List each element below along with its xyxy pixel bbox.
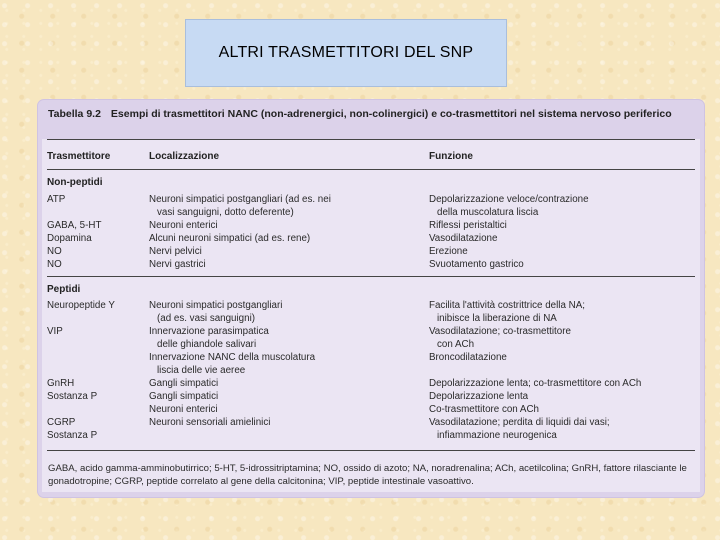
table-footnote: GABA, acido gamma-amminobutirrico; 5-HT, 5-idrossitriptamina; NO, ossido di azoto; NA, noradrenalina; ACh, acetilcolina; GnRH, fattore rilasciante le gonadotropine; CGRP, peptide correlato al gene della calcitonina; VIP, peptide intestinale vasoattivo.	[48, 463, 687, 487]
cell: Vasodilatazione; co-trasmettitore	[429, 326, 571, 337]
header-rule	[47, 169, 695, 170]
cell: Alcuni neuroni simpatici (ad es. rene)	[149, 233, 311, 244]
cell: Dopamina	[47, 233, 92, 244]
table-caption	[48, 108, 698, 121]
cell: CGRP	[47, 417, 76, 428]
section-rule	[47, 276, 695, 277]
cell: Broncodilatazione	[429, 352, 507, 363]
cell: Neuroni enterici	[149, 220, 218, 231]
cell: Neuroni enterici	[149, 404, 218, 415]
header-trasmettitore: Trasmettitore	[47, 151, 111, 162]
cell: Sostanza P	[47, 430, 98, 441]
slide-title: ALTRI TRASMETTITORI DEL SNP	[218, 44, 474, 61]
table-caption-text: Esempi di trasmettitori NANC (non-adrenergici, non-colinergici) e co-trasmettitori nel sistema nervoso periferico	[110, 108, 672, 120]
cell: NO	[47, 259, 62, 270]
cell: delle ghiandole salivari	[157, 339, 257, 350]
cell: Depolarizzazione lenta; co-trasmettitore con ACh	[429, 378, 642, 389]
cell: GnRH	[47, 378, 75, 389]
cell: Neuropeptide Y	[47, 300, 115, 311]
cell: (ad es. vasi sanguigni)	[157, 313, 256, 324]
cell: Svuotamento gastrico	[429, 259, 524, 270]
header-localizzazione: Localizzazione	[149, 151, 220, 162]
cell: Erezione	[429, 246, 468, 257]
cell: Sostanza P	[47, 391, 98, 402]
slide-title-box	[185, 19, 507, 87]
table-body	[42, 139, 700, 492]
cell: Co-trasmettitore con ACh	[429, 404, 539, 415]
cell: Facilita l'attività costrittrice della NA;	[429, 300, 585, 311]
cell: ATP	[47, 194, 66, 205]
section-title-peptidi: Peptidi	[47, 284, 81, 295]
cell: con ACh	[437, 339, 475, 350]
cell: inibisce la liberazione di NA	[437, 313, 557, 324]
cell: Depolarizzazione lenta	[429, 391, 529, 402]
cell: Neuroni simpatici postgangliari	[149, 300, 283, 311]
cell: Innervazione NANC della muscolatura	[149, 352, 316, 363]
cell: VIP	[47, 326, 63, 337]
cell: Vasodilatazione	[429, 233, 498, 244]
table-top-rule	[47, 139, 695, 140]
cell: NO	[47, 246, 62, 257]
cell: GABA, 5-HT	[47, 220, 102, 231]
cell: Neuroni simpatici postgangliari (ad es. nei	[149, 194, 331, 205]
cell: liscia delle vie aeree	[157, 365, 246, 376]
cell: vasi sanguigni, dotto deferente)	[157, 207, 294, 218]
section-title-non-peptidi: Non-peptidi	[47, 177, 103, 188]
cell: infiammazione neurogenica	[437, 430, 557, 441]
header-funzione: Funzione	[429, 151, 473, 162]
cell: Nervi gastrici	[149, 259, 206, 270]
cell: Vasodilatazione; perdita di liquidi dai vasi;	[429, 417, 610, 428]
cell: della muscolatura liscia	[437, 207, 539, 218]
cell: Riflessi peristaltici	[429, 220, 507, 231]
table-figure	[38, 100, 704, 497]
table-label: Tabella 9.2	[48, 108, 101, 120]
cell: Gangli simpatici	[149, 378, 219, 389]
cell: Nervi pelvici	[149, 246, 202, 257]
cell: Neuroni sensoriali amielinici	[149, 417, 271, 428]
cell: Depolarizzazione veloce/contrazione	[429, 194, 589, 205]
cell: Gangli simpatici	[149, 391, 219, 402]
table-bottom-rule	[47, 450, 695, 451]
cell: Innervazione parasimpatica	[149, 326, 269, 337]
